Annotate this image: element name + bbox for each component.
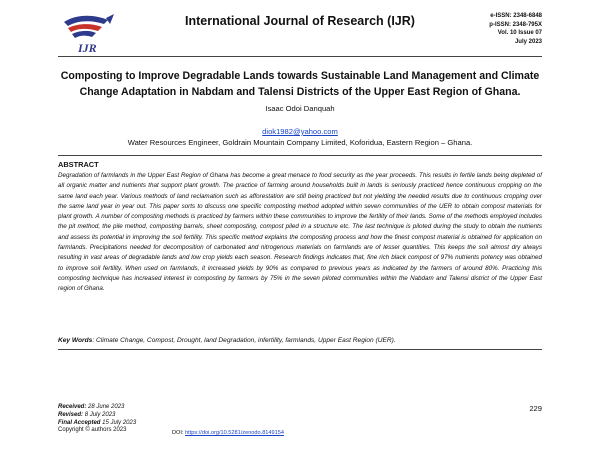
abstract-top-divider bbox=[58, 155, 542, 156]
accepted-label: Final Accepted bbox=[58, 419, 101, 426]
publication-dates bbox=[58, 404, 136, 435]
received-date: 28 June 2023 bbox=[88, 404, 125, 410]
abstract-text: Degradation of farmlands in the Upper East Region of Ghana has become a great menace to food security as the year proceeds. This results in fertile lands being depleted of all organic matter and nutrients that support plant growth. The practice of farming around households built in lands is seriously practiced hence continuous cropping on the same land each year. Various methods of land reclamation such as afforestation are still being practiced but not yielding the needed results due to continuous cropping over the same land year in year out. This paper sorts to discuss one specific composting method adopted within seven communities of the UER to obtain compost materials for plant growth. A number of composting methods is practiced by farmers within these communities to improve the fertility of their lands. Some of the methods employed includes the pit method, the pile method, composting barrels, sheet composting, compost piled in a structure etc. The last technique is piloted during the study to obtain the nutrients and assess its potential in improving the soil fertility. This specific method explains the composting process and how the finest compost material is obtained for application on farmlands. Precipitations needed for decomposition of carbonated and nitrogenous materials on farmlands are of lesser quantities. This keeps the soil almost dry always resulting in vast areas of degradable lands and low crop yields each season. Research findings indicates that, fine rich black compost of 97% nutrients potency was obtained to improve soil fertility. When used on farmlands, it increased yields by 90% as compared to previous years as indicated by the farmers of around 80%. Practicing this composting technique has increased interest in composting by farmers by 75% in the seven piloted communities within the Nabdam and Talensi district of the Upper East region of Ghana. bbox=[58, 172, 542, 293]
volume-issue: Vol. 10 Issue 07 bbox=[497, 30, 542, 37]
header-divider bbox=[58, 56, 542, 57]
revised-label: Revised: bbox=[58, 411, 84, 418]
keywords bbox=[58, 337, 548, 344]
copyright: Copyright © authors 2023 bbox=[58, 427, 127, 434]
author-name: Isaac Odoi Danquah bbox=[265, 104, 335, 113]
paper-title bbox=[58, 69, 542, 100]
paper-title-line-2: Change Adaptation in Nabdam and Talensi Districts of the Upper East Region of Ghana. bbox=[79, 85, 521, 98]
accepted-date: 15 July 2023 bbox=[102, 419, 137, 426]
paper-title-line-1: Composting to Improve Degradable Lands towards Sustainable Land Management and Climate bbox=[60, 70, 540, 82]
received-label: Received: bbox=[58, 404, 87, 410]
issue-date: July 2023 bbox=[514, 38, 542, 45]
pissn: p-ISSN: 2348-795X bbox=[489, 21, 542, 28]
abstract-heading: ABSTRACT bbox=[58, 160, 99, 169]
page-number: 229 bbox=[529, 404, 542, 413]
journal-title: International Journal of Research (IJR) bbox=[185, 14, 415, 28]
keywords-label: Key Words bbox=[58, 337, 93, 344]
eissn: e-ISSN: 2348-6848 bbox=[490, 13, 542, 19]
revised-date: 8 July 2023 bbox=[84, 411, 116, 418]
doi bbox=[172, 430, 284, 436]
doi-link[interactable]: https://doi.org/10.5281/zenodo.8149154 bbox=[185, 430, 284, 436]
logo-text: IJR bbox=[78, 41, 97, 55]
author-affiliation: Water Resources Engineer, Goldrain Mountain Company Limited, Koforidua, Eastern Region – Ghana. bbox=[127, 138, 473, 147]
doi-label: DOI: bbox=[172, 430, 184, 436]
issn-block bbox=[489, 12, 542, 46]
abstract-bottom-divider bbox=[58, 349, 542, 350]
author-email-link[interactable]: diok1982@yahoo.com bbox=[262, 127, 338, 136]
keywords-text: : Climate Change, Compost, Drought, land Degradation, infertility, farmlands, Upper East Region (UER). bbox=[92, 337, 396, 344]
